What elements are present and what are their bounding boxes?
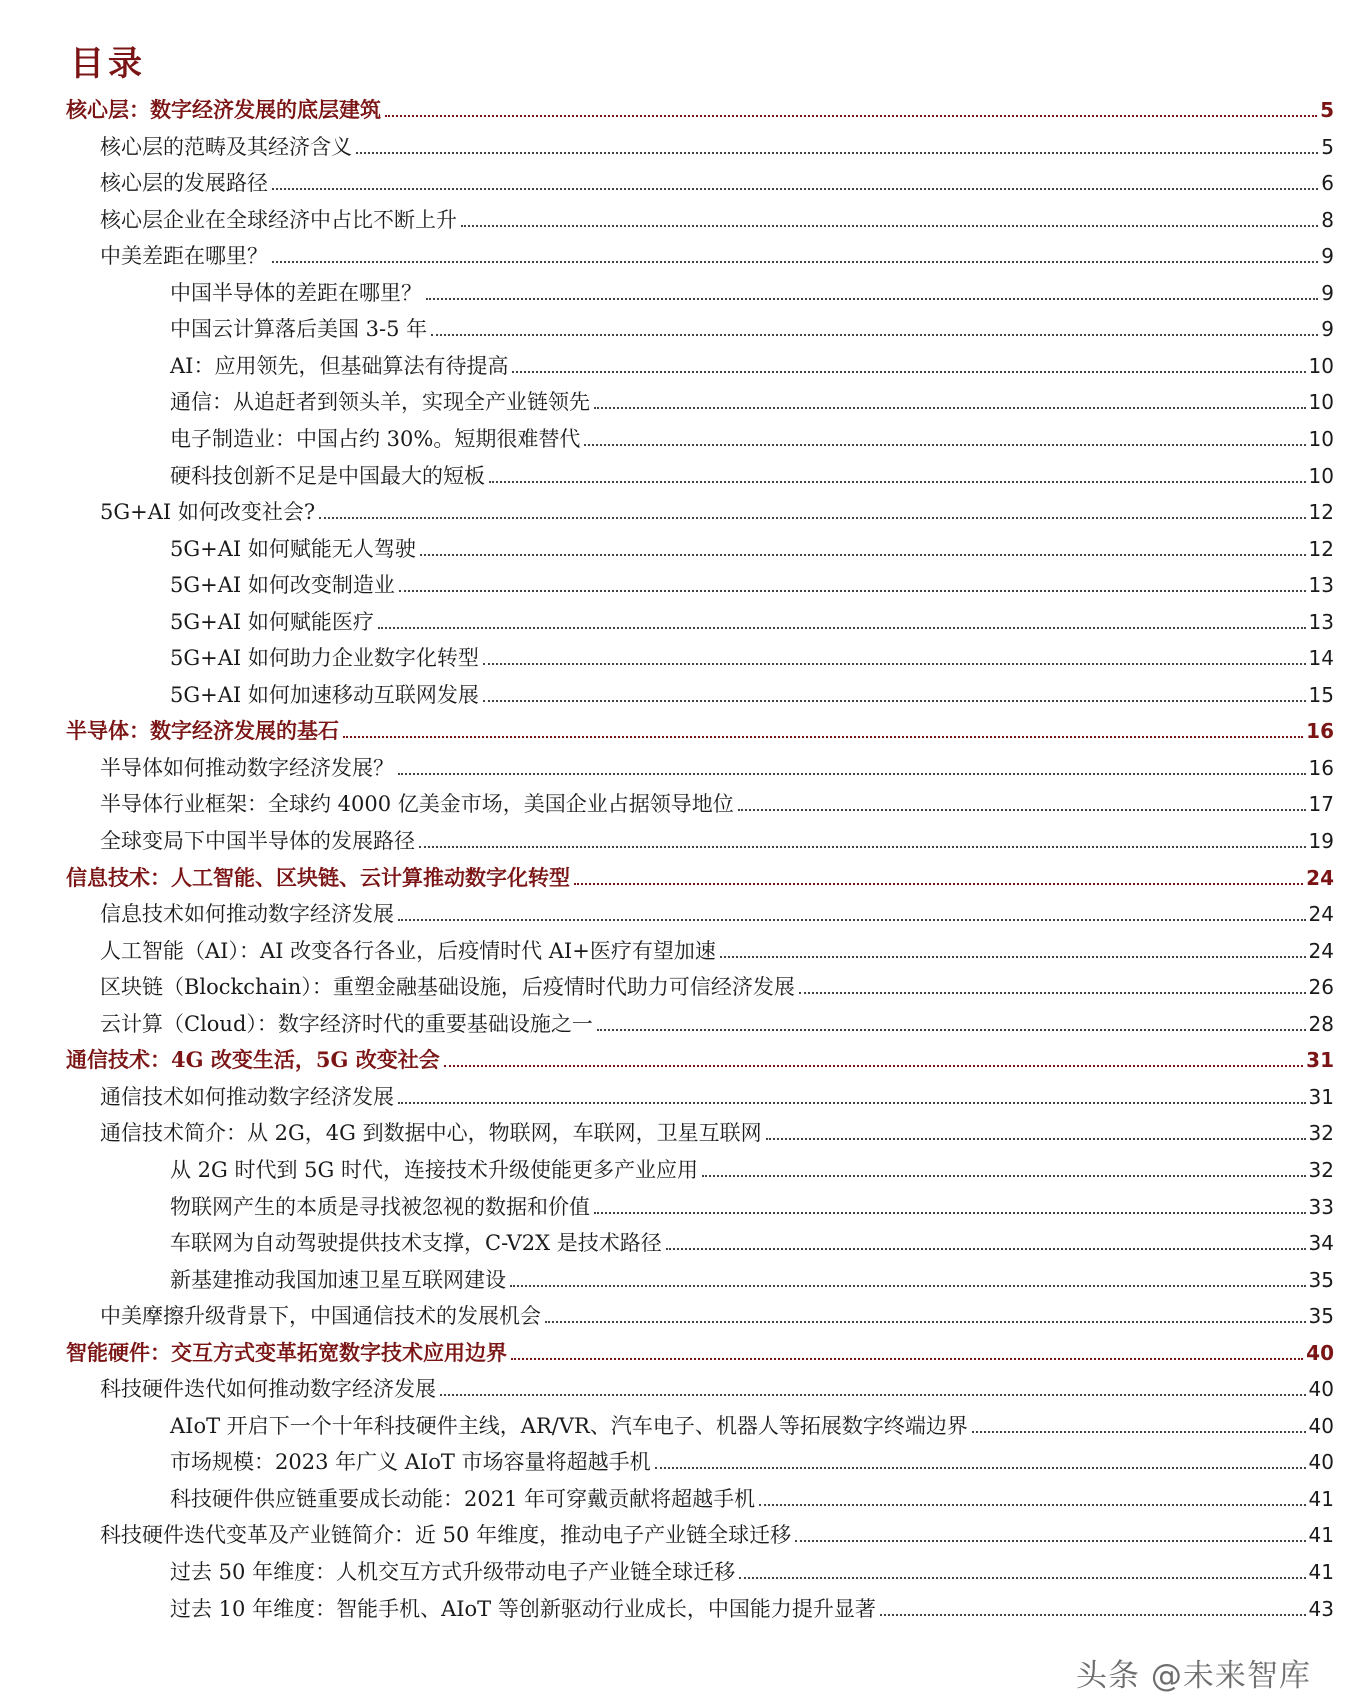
toc-dot-leader xyxy=(426,298,1318,300)
toc-entry-level3[interactable] xyxy=(0,1444,1352,1476)
toc-entry-label: 过去 50 年维度：人机交互方式升级带动电子产业链全球迁移 xyxy=(170,1560,736,1584)
toc-entry-level3[interactable] xyxy=(0,1408,1352,1440)
toc-dot-leader xyxy=(759,1504,1305,1506)
toc-entry-label: 物联网产生的本质是寻找被忽视的数据和价值 xyxy=(170,1194,590,1219)
toc-page-number: 24 xyxy=(1308,902,1334,927)
toc-entry-level3[interactable] xyxy=(0,348,1352,380)
toc-entry-level2[interactable] xyxy=(0,933,1352,965)
toc-dot-leader xyxy=(512,371,1305,373)
toc-entry-label: 科技硬件迭代变革及产业链简介：近 50 年维度，推动电子产业链全球迁移 xyxy=(100,1523,792,1548)
toc-dot-leader xyxy=(489,481,1306,483)
toc-page-number: 41 xyxy=(1308,1560,1334,1584)
toc-entry-label: 电子制造业：中国占约 30%。短期很难替代 xyxy=(170,426,581,451)
toc-entry-level3[interactable] xyxy=(0,567,1352,599)
toc-entry-label: 半导体：数字经济发展的基石 xyxy=(66,718,339,744)
toc-page-number: 9 xyxy=(1321,244,1334,269)
toc-page-number: 16 xyxy=(1308,755,1334,780)
toc-entry-label: 通信：从追赶者到领头羊，实现全产业链领先 xyxy=(170,390,590,415)
toc-page-number: 26 xyxy=(1308,975,1334,1000)
toc-entry-level3[interactable] xyxy=(0,1262,1352,1294)
toc-entry-level1[interactable] xyxy=(0,860,1352,892)
watermark: 头条 @未来智库 xyxy=(1076,1658,1311,1694)
toc-page-number: 5 xyxy=(1321,134,1334,159)
toc-dot-leader xyxy=(880,1614,1306,1616)
toc-entry-label: 过去 10 年维度：智能手机、AIoT 等创新驱动行业成长，中国能力提升显著 xyxy=(170,1596,876,1621)
toc-dot-leader xyxy=(272,261,1318,263)
toc-dot-leader xyxy=(702,1175,1306,1177)
toc-dot-leader xyxy=(594,407,1306,409)
toc-entry-label: 硬科技创新不足是中国最大的短板 xyxy=(170,463,485,488)
toc-dot-leader xyxy=(720,956,1306,958)
toc-dot-leader xyxy=(399,590,1306,592)
toc-entry-label: 区块链（Blockchain）：重塑金融基础设施，后疫情时代助力可信经济发展 xyxy=(100,975,795,1000)
toc-entry-level3[interactable] xyxy=(0,677,1352,709)
toc-page-number: 8 xyxy=(1321,207,1334,232)
toc-entry-label: 核心层的发展路径 xyxy=(100,171,268,196)
toc-page-number: 12 xyxy=(1308,536,1334,561)
toc-dot-leader xyxy=(795,1540,1305,1542)
toc-page-number: 12 xyxy=(1308,500,1334,525)
toc-entry-level2[interactable] xyxy=(0,750,1352,782)
toc-page-number: 15 xyxy=(1308,682,1334,707)
toc-dot-leader xyxy=(398,1102,1306,1104)
toc-entry-label: 核心层企业在全球经济中占比不断上升 xyxy=(100,207,457,232)
toc-page-number: 40 xyxy=(1306,1340,1334,1365)
toc-dot-leader xyxy=(440,1394,1306,1396)
toc-entry-label: 核心层的范畴及其经济含义 xyxy=(100,134,352,159)
toc-entry-level2[interactable] xyxy=(0,786,1352,818)
toc-page-number: 41 xyxy=(1308,1486,1334,1511)
toc-dot-leader xyxy=(738,809,1306,811)
toc-entry-label: 半导体行业框架：全球约 4000 亿美金市场，美国企业占据领导地位 xyxy=(100,792,734,817)
toc-page-number: 32 xyxy=(1308,1121,1334,1146)
toc-page-number: 10 xyxy=(1308,426,1334,451)
toc-dot-leader xyxy=(597,1029,1306,1031)
toc-page-number: 40 xyxy=(1308,1413,1334,1438)
toc-entry-label: 5G+AI 如何改变社会? xyxy=(100,500,316,525)
toc-entry-level2[interactable] xyxy=(0,1115,1352,1147)
toc-entry-label: 车联网为自动驾驶提供技术支撑，C-V2X 是技术路径 xyxy=(170,1231,662,1256)
toc-entry-label: 通信技术：4G 改变生活，5G 改变社会 xyxy=(66,1047,440,1073)
toc-page-number: 17 xyxy=(1308,792,1334,817)
toc-entry-level1[interactable] xyxy=(0,713,1352,745)
toc-dot-leader xyxy=(574,883,1303,885)
toc-entry-level3[interactable] xyxy=(0,1189,1352,1221)
toc-page-number: 31 xyxy=(1308,1084,1334,1109)
toc-entry-level3[interactable] xyxy=(0,1152,1352,1184)
toc-dot-leader xyxy=(385,115,1317,117)
toc-entry-label: 5G+AI 如何加速移动互联网发展 xyxy=(170,682,479,707)
toc-dot-leader xyxy=(356,152,1318,154)
toc-title: 目录 xyxy=(70,44,146,84)
toc-dot-leader xyxy=(655,1467,1306,1469)
toc-dot-leader xyxy=(431,334,1318,336)
toc-dot-leader xyxy=(584,444,1305,446)
toc-page-number: 14 xyxy=(1308,646,1334,671)
toc-entry-label: 半导体如何推动数字经济发展？ xyxy=(100,755,394,780)
toc-entry-label: AIoT 开启下一个十年科技硬件主线，AR/VR、汽车电子、机器人等拓展数字终端边界 xyxy=(170,1413,968,1438)
toc-entry-level1[interactable] xyxy=(0,92,1352,124)
toc-entry-label: 市场规模：2023 年广义 AIoT 市场容量将超越手机 xyxy=(170,1450,651,1475)
toc-entry-level2[interactable] xyxy=(0,202,1352,234)
toc-dot-leader xyxy=(319,517,1305,519)
toc-entry-level2[interactable] xyxy=(0,823,1352,855)
toc-entry-level3[interactable] xyxy=(0,275,1352,307)
toc-entry-label: 云计算（Cloud）：数字经济时代的重要基础设施之一 xyxy=(100,1011,593,1036)
toc-entry-label: 全球变局下中国半导体的发展路径 xyxy=(100,829,415,853)
toc-dot-leader xyxy=(739,1577,1305,1579)
toc-entry-label: 中国云计算落后美国 3-5 年 xyxy=(170,317,428,342)
toc-entry-label: AI：应用领先，但基础算法有待提高 xyxy=(170,353,509,378)
toc-dot-leader xyxy=(420,554,1306,556)
toc-dot-leader xyxy=(272,188,1318,190)
toc-page-number: 43 xyxy=(1308,1596,1334,1621)
toc-entry-label: 5G+AI 如何改变制造业 xyxy=(170,573,395,598)
toc-page-number: 40 xyxy=(1308,1450,1334,1475)
toc-entry-label: 中国半导体的差距在哪里？ xyxy=(170,280,422,305)
toc-dot-leader xyxy=(972,1431,1306,1433)
toc-page-number: 13 xyxy=(1308,609,1334,634)
toc-entry-label: 5G+AI 如何赋能医疗 xyxy=(170,609,374,634)
toc-dot-leader xyxy=(799,992,1306,994)
toc-page-number: 40 xyxy=(1308,1377,1334,1402)
toc-entry-level2[interactable] xyxy=(0,129,1352,161)
toc-page-number: 31 xyxy=(1306,1048,1334,1073)
toc-page-number: 5 xyxy=(1320,98,1334,122)
toc-dot-leader xyxy=(419,846,1306,848)
toc-page-number: 10 xyxy=(1308,353,1334,378)
toc-dot-leader xyxy=(666,1248,1306,1250)
toc-entry-level3[interactable] xyxy=(0,384,1352,416)
toc-page-number: 28 xyxy=(1308,1011,1334,1036)
toc-entry-label: 科技硬件供应链重要成长动能：2021 年可穿戴贡献将超越手机 xyxy=(170,1486,756,1511)
toc-page-number: 34 xyxy=(1308,1231,1334,1256)
toc-page-number: 35 xyxy=(1308,1267,1334,1292)
toc-entry-label: 5G+AI 如何助力企业数字化转型 xyxy=(170,646,479,671)
toc-dot-leader xyxy=(510,1285,1306,1287)
toc-page-number: 24 xyxy=(1306,865,1334,890)
toc-page-number: 24 xyxy=(1308,938,1334,963)
toc-entry-level3[interactable] xyxy=(0,1554,1352,1586)
toc-entry-level3[interactable] xyxy=(0,1481,1352,1513)
toc-entry-level2[interactable] xyxy=(0,494,1352,526)
toc-entry-level2[interactable] xyxy=(0,1517,1352,1549)
toc-dot-leader xyxy=(398,773,1306,775)
toc-entry-label: 科技硬件迭代如何推动数字经济发展 xyxy=(100,1377,436,1402)
toc-entry-level2[interactable] xyxy=(0,969,1352,1001)
toc-entry-label: 人工智能（AI）：AI 改变各行各业，后疫情时代 AI+医疗有望加速 xyxy=(100,938,716,963)
toc-dot-leader xyxy=(444,1065,1303,1067)
toc-entry-label: 信息技术如何推动数字经济发展 xyxy=(100,902,394,927)
toc-entry-level1[interactable] xyxy=(0,1042,1352,1074)
toc-entry-label: 智能硬件：交互方式变革拓宽数字技术应用边界 xyxy=(66,1339,507,1365)
toc-page-number: 32 xyxy=(1308,1157,1334,1182)
toc-entry-label: 从 2G 时代到 5G 时代，连接技术升级使能更多产业应用 xyxy=(170,1157,698,1182)
toc-entry-label: 中美摩擦升级背景下，中国通信技术的发展机会 xyxy=(100,1304,541,1329)
toc-entry-label: 核心层：数字经济发展的底层建筑 xyxy=(66,97,381,122)
toc-dot-leader xyxy=(343,736,1303,738)
toc-dot-leader xyxy=(483,663,1306,665)
toc-dot-leader xyxy=(511,1358,1303,1360)
toc-entry-level1[interactable] xyxy=(0,1335,1352,1367)
toc-page-number: 19 xyxy=(1308,829,1334,853)
toc-entry-label: 5G+AI 如何赋能无人驾驶 xyxy=(170,536,416,561)
toc-entry-level3[interactable] xyxy=(0,640,1352,672)
toc-page-number: 10 xyxy=(1308,390,1334,415)
toc-entry-label: 信息技术：人工智能、区块链、云计算推动数字化转型 xyxy=(66,864,570,890)
toc-page-number: 41 xyxy=(1308,1523,1334,1548)
toc-entry-level3[interactable] xyxy=(0,458,1352,490)
toc-dot-leader xyxy=(545,1321,1306,1323)
toc-page-number: 6 xyxy=(1321,171,1334,196)
toc-page-number: 9 xyxy=(1321,280,1334,305)
toc-dot-leader xyxy=(378,627,1306,629)
toc-dot-leader xyxy=(483,700,1306,702)
toc-dot-leader xyxy=(766,1138,1306,1140)
toc-entry-level2[interactable] xyxy=(0,238,1352,270)
toc-entry-level3[interactable] xyxy=(0,1225,1352,1257)
toc-page-number: 33 xyxy=(1308,1194,1334,1219)
toc-dot-leader xyxy=(398,919,1306,921)
toc-dot-leader xyxy=(461,225,1318,227)
toc-entry-label: 中美差距在哪里？ xyxy=(100,244,268,269)
toc-page-number: 10 xyxy=(1308,463,1334,488)
toc-entry-level3[interactable] xyxy=(0,421,1352,453)
toc-entry-label: 通信技术简介：从 2G，4G 到数据中心，物联网，车联网，卫星互联网 xyxy=(100,1121,762,1146)
toc-entry-level2[interactable] xyxy=(0,1079,1352,1111)
toc-page-number: 9 xyxy=(1321,317,1334,342)
toc-page-number: 35 xyxy=(1308,1304,1334,1329)
toc-entry-level2[interactable] xyxy=(0,165,1352,197)
toc-entry-level2[interactable] xyxy=(0,1298,1352,1330)
toc-entry-level3[interactable] xyxy=(0,531,1352,563)
toc-entry-level2[interactable] xyxy=(0,896,1352,928)
toc-dot-leader xyxy=(594,1212,1306,1214)
toc-page-number: 13 xyxy=(1308,573,1334,598)
toc-page-number: 16 xyxy=(1306,719,1334,744)
toc-entry-level2[interactable] xyxy=(0,1371,1352,1403)
toc-entry-label: 通信技术如何推动数字经济发展 xyxy=(100,1084,394,1109)
toc-entry-level3[interactable] xyxy=(0,1591,1352,1623)
toc-entry-level3[interactable] xyxy=(0,311,1352,343)
toc-entry-level3[interactable] xyxy=(0,604,1352,636)
toc-entry-label: 新基建推动我国加速卫星互联网建设 xyxy=(170,1267,506,1292)
toc-entry-level2[interactable] xyxy=(0,1006,1352,1038)
